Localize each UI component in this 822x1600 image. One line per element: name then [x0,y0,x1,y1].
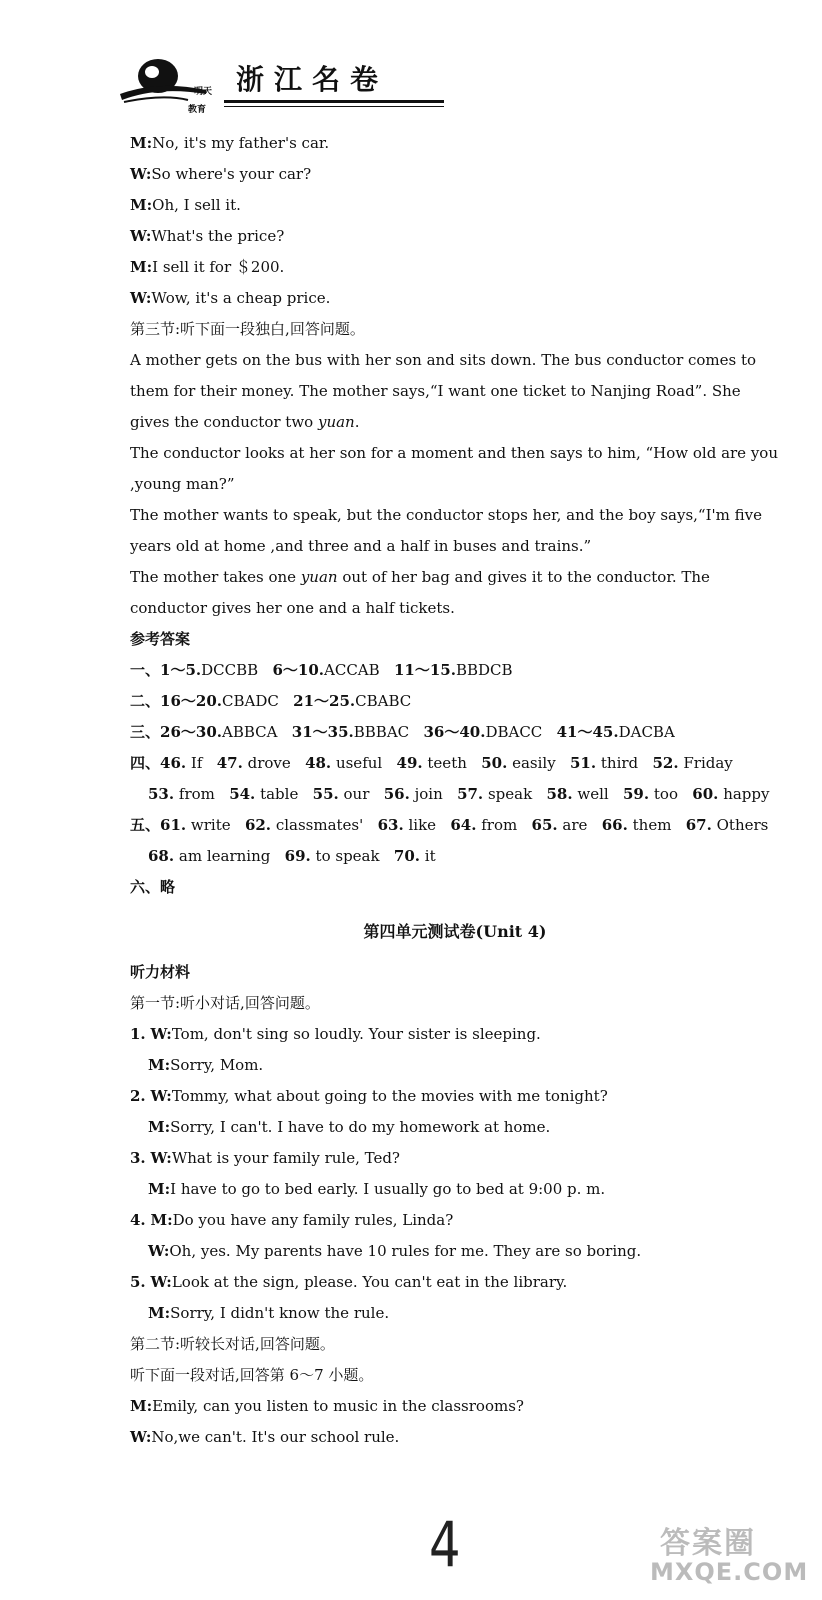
dialog-2 [130,1391,780,1453]
answer-row: 53. from 54. table 55. our 56. join 57. speak 58. well 59. too 60. happy [148,785,770,803]
section-2-subtitle: 听下面一段对话,回答第 6～7 小题。 [130,1366,374,1384]
dialog-line: M:Oh, I sell it. [130,196,241,214]
brand-title: 浙江名卷 [236,63,389,96]
question-line: 3. W:What is your family rule, Ted? [130,1149,400,1167]
header-rule-thick [224,100,444,103]
page-header [118,40,438,115]
answer-row: 二、16～20.CBADC 21～25.CBABC [130,692,412,710]
dialog-line: M:No, it's my father's car. [130,134,330,152]
answer-key [130,655,780,903]
unit-title: 第四单元测试卷(Unit 4) [363,922,547,941]
answer-line: W:Oh, yes. My parents have 10 rules for me. They are so boring. [148,1242,642,1260]
watermark-url: MXQE.COM [650,1558,809,1586]
answer-line: M:Sorry, I can't. I have to do my homework at home. [148,1118,551,1136]
dialog-line: W:Wow, it's a cheap price. [130,289,331,307]
handwritten-page-number: 4 [428,1508,461,1581]
section-3-title: 第三节:听下面一段独白,回答问题。 [130,320,365,338]
answer-row: 五、61. write 62. classmates' 63. like 64. from 65. are 66. them 67. Others [130,816,769,834]
question-line: 2. W:Tommy, what about going to the movies with me tonight? [130,1087,608,1105]
listening-heading: 听力材料 [130,963,191,981]
watermark-text: 答案圈 [660,1526,756,1561]
answer-row: 三、26～30.ABBCA 31～35.BBBAC 36～40.DBACC 41～45.DACBA [130,723,675,741]
section-1-title: 第一节:听小对话,回答问题。 [130,994,320,1012]
publisher-logo-icon [118,50,208,106]
monologue-paragraph: The conductor looks at her son for a moment and then says to him, “How old are you ,young man?” [130,444,778,493]
brand-sub-1: 明天 [194,87,213,97]
section-2-title: 第二节:听较长对话,回答问题。 [130,1335,335,1353]
question-line: 1. W:Tom, don't sing so loudly. Your sister is sleeping. [130,1025,541,1043]
answers-heading: 参考答案 [130,630,191,648]
dialog-1 [130,128,780,314]
answer-row: 四、46. If 47. drove 48. useful 49. teeth 50. easily 51. third 52. Friday [130,754,733,772]
dialog-line: W:What's the price? [130,227,285,245]
dialog-line: W:No,we can't. It's our school rule. [130,1428,400,1446]
dialog-line: M:I sell it for ＄200. [130,258,285,276]
answer-line: M:Sorry, I didn't know the rule. [148,1304,390,1322]
dialog-line: M:Emily, can you listen to music in the classrooms? [130,1397,524,1415]
question-line: 4. M:Do you have any family rules, Linda? [130,1211,454,1229]
page-content [130,128,780,1453]
monologue-paragraph: The mother takes one yuan out of her bag and gives it to the conductor. The conductor gives her one and a half tickets. [130,568,710,617]
answer-line: M:I have to go to bed early. I usually go to bed at 9:00 p. m. [148,1180,606,1198]
monologue-paragraph: A mother gets on the bus with her son and sits down. The bus conductor comes to them for their money. The mother says,“I want one ticket to Nanjing Road”. She gives the conductor two yuan. [130,351,757,431]
answer-row: 一、1～5.DCCBB 6～10.ACCAB 11～15.BBDCB [130,661,513,679]
dialog-line: W:So where's your car? [130,165,312,183]
answer-row: 六、略 [130,878,176,896]
monologue [130,345,780,624]
answer-row: 68. am learning 69. to speak 70. it [148,847,436,865]
watermark-logo [650,1518,810,1590]
brand-sub-2: 教育 [188,105,207,115]
monologue-paragraph: The mother wants to speak, but the conductor stops her, and the boy says,“I'm five years old at home ,and three and a half in buses and trains.” [130,506,762,555]
question-line: 5. W:Look at the sign, please. You can't eat in the library. [130,1273,568,1291]
answer-line: M:Sorry, Mom. [148,1056,264,1074]
short-dialogs [130,1019,780,1329]
header-rule-thin [224,106,444,107]
